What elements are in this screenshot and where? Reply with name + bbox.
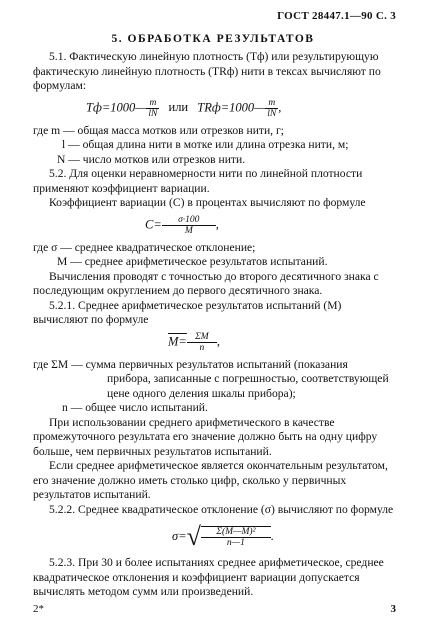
paragraph-coefficient-variation: Коэффициент вариации (C) в процентах вычисляют по формуле xyxy=(49,196,366,209)
where1-line-3: N — число мотков или отрезков нити. xyxy=(57,152,246,166)
formula-std-deviation xyxy=(172,522,274,552)
formula-mean xyxy=(168,332,220,353)
formula1-lhs1: Tф=1000— xyxy=(86,100,147,115)
formula3-lhs: M= xyxy=(168,334,187,349)
where3-line-3: цене одного деления шкалы прибора); xyxy=(107,386,296,400)
formula3-tail: , xyxy=(216,334,220,349)
formula1-tail: , xyxy=(278,100,282,115)
formula1-den-2: lN xyxy=(267,109,277,119)
page-header-standard: ГОСТ 28447.1—90 С. 3 xyxy=(277,10,396,22)
formula2-den: M xyxy=(184,226,193,236)
where2-line-1: где σ — среднее квадратическое отклонение; xyxy=(33,240,256,254)
formula3-fraction xyxy=(187,332,217,353)
paragraph-calculation-precision: Вычисления проводят с точностью до второго десятичного знака с последующим округлением до первого десятичного знака. xyxy=(33,269,379,297)
paragraph-final-result-text: Если среднее арифметическое является окончательным результатом, его значение должно иметь столько цифр, сколько у первичных результатов испытаний. xyxy=(33,459,388,501)
formula2-fraction xyxy=(162,215,216,236)
section-title: 5. ОБРАБОТКА РЕЗУЛЬТАТОВ xyxy=(111,33,315,45)
formula1-or: или xyxy=(168,100,189,115)
formula2-tail: , xyxy=(215,217,219,232)
where1-line-1: где m — общая масса мотков или отрезков нити, г; xyxy=(33,123,284,137)
where3-line-2: прибора, записанные с погрешностью, соответствующей xyxy=(107,372,389,385)
formula1-num-2: m xyxy=(265,98,278,109)
formula-linear-density xyxy=(86,98,281,119)
paragraph-5-2-2: 5.2.2. Среднее квадратическое отклонение (σ) вычисляют по формуле xyxy=(49,502,394,516)
formula4-tail: . xyxy=(270,528,275,543)
formula1-den-1: lN xyxy=(148,109,158,119)
paragraph-5-2-3: 5.2.3. При 30 и более испытаниях среднее арифметическое, среднее квадратическое отклонения и коэффициент вариации допускается вычислять методом сумм или произведений. xyxy=(33,556,384,598)
formula2-lhs: C= xyxy=(145,217,162,232)
formula3-num: ΣM xyxy=(187,332,217,343)
where1-line-2: l — общая длина нити в мотке или длина отрезка нити, м; xyxy=(62,138,349,151)
formula4-fraction xyxy=(201,526,271,548)
formula4-den: n—1 xyxy=(226,537,245,548)
paragraph-final-result xyxy=(33,459,395,503)
footer-page-number: 3 xyxy=(390,603,396,615)
sqrt-icon: √ xyxy=(186,521,201,551)
formula4-num: Σ(M—M)² xyxy=(201,527,271,538)
formula1-fraction-2 xyxy=(265,98,278,119)
paragraph-5-2-1: 5.2.1. Среднее арифметическое результатов испытаний (M) вычисляют по формуле xyxy=(33,298,342,326)
formula2-num: σ·100 xyxy=(162,215,216,226)
formula3-den: n xyxy=(199,343,205,353)
formula1-lhs2: TRф=1000— xyxy=(197,100,266,115)
formula4-lhs: σ= xyxy=(172,528,187,543)
paragraph-intermediate-result: При использовании среднего арифметического в качестве промежуточного результата его значение должно быть на одну цифру больше, чем первичных результатов испытаний. xyxy=(33,415,378,458)
where3-line-1: где ΣM — сумма первичных результатов испытаний (показания xyxy=(33,357,348,371)
formula1-fraction-1 xyxy=(146,98,159,119)
where3-line-4: n — общее число испытаний. xyxy=(62,401,208,414)
formula-coefficient-variation xyxy=(145,215,219,236)
paragraph-5-1: 5.1. Фактическую линейную плотность (Tф) или результирующую фактическую линейную плотность (TRф) нити в тексах вычисляют по формулам: xyxy=(33,50,381,92)
where2-line-2: M — среднее арифметическое результатов испытаний. xyxy=(57,255,328,268)
formula1-num-1: m xyxy=(146,98,159,109)
footer-left-mark: 2* xyxy=(33,603,44,615)
paragraph-5-2: 5.2. Для оценки неравномерности нити по линейной плотности применяют коэффициент вариации. xyxy=(33,167,363,195)
